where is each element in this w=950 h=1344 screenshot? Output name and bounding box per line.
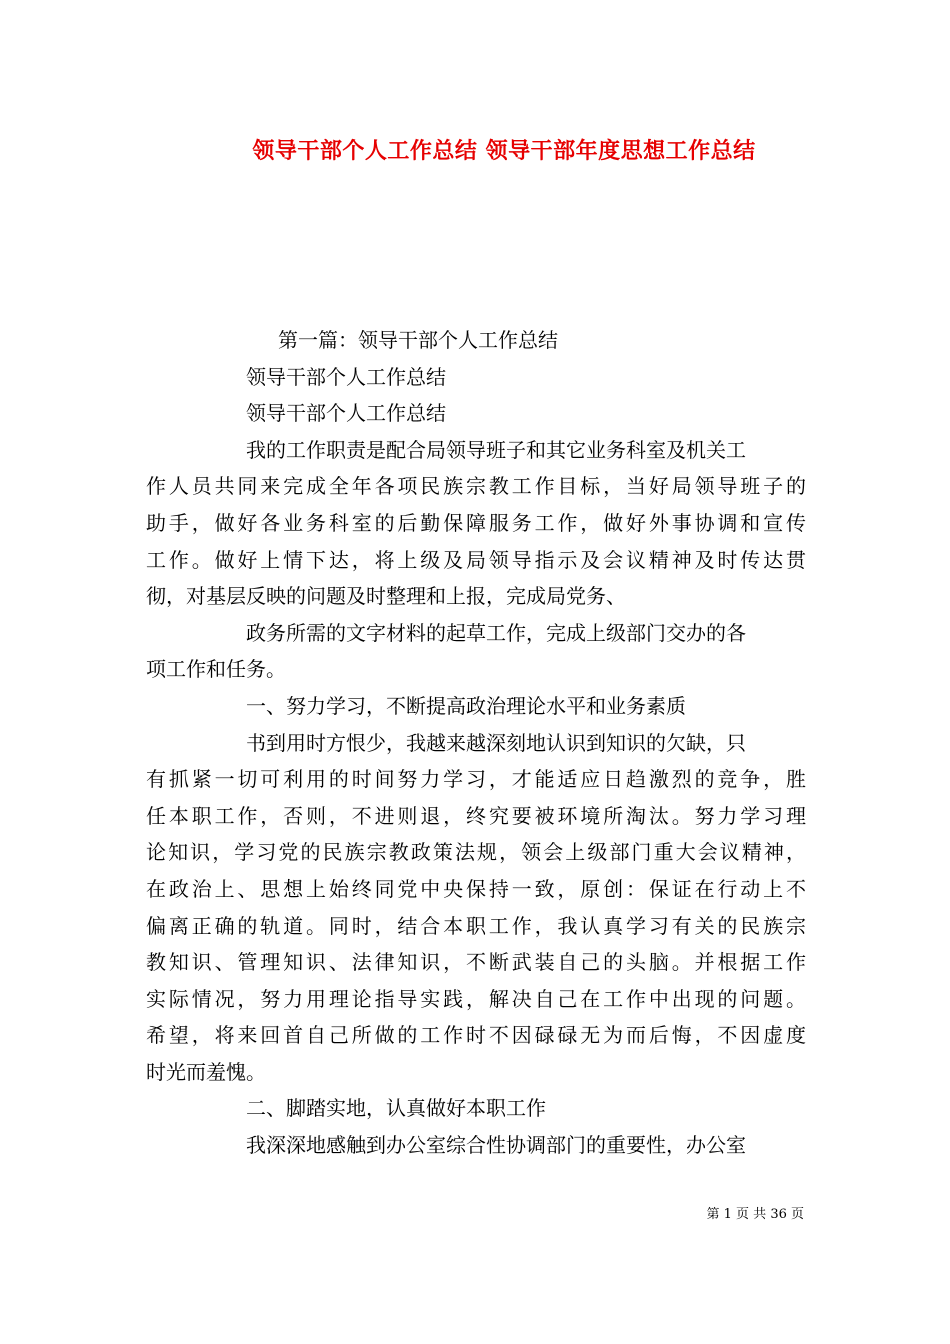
- body-line: 彻，对基层反映的问题及时整理和上报，完成局党务、: [146, 584, 626, 609]
- body-line: 二、脚踏实地，认真做好本职工作: [246, 1096, 546, 1121]
- body-line: 领导干部个人工作总结: [246, 364, 446, 389]
- body-line: 我的工作职责是配合局领导班子和其它业务科室及机关工: [246, 437, 746, 462]
- body-line: 任本职工作，否则，不进则退，终究要被环境所淘汰。努力学习理: [146, 803, 806, 828]
- body-line: 时光而羞愧。: [146, 1059, 266, 1084]
- body-line: 书到用时方恨少，我越来越深刻地认识到知识的欠缺，只: [246, 730, 746, 755]
- body-line: 一、努力学习，不断提高政治理论水平和业务素质: [246, 693, 686, 718]
- body-line: 偏离正确的轨道。同时，结合本职工作，我认真学习有关的民族宗: [146, 913, 806, 938]
- body-line: 政务所需的文字材料的起草工作，完成上级部门交办的各: [246, 620, 746, 645]
- body-line: 工作。做好上情下达，将上级及局领导指示及会议精神及时传达贯: [146, 547, 806, 572]
- body-line: 实际情况，努力用理论指导实践，解决自己在工作中出现的问题。: [146, 986, 806, 1011]
- body-line: 项工作和任务。: [146, 657, 286, 682]
- body-line: 论知识，学习党的民族宗教政策法规，领会上级部门重大会议精神，: [146, 840, 806, 865]
- body-line: 领导干部个人工作总结: [246, 401, 446, 426]
- body-line: 助手，做好各业务科室的后勤保障服务工作，做好外事协调和宣传: [146, 510, 806, 535]
- body-line: 我深深地感触到办公室综合性协调部门的重要性，办公室: [246, 1133, 746, 1158]
- body-line: 在政治上、思想上始终同党中央保持一致，原创：保证在行动上不: [146, 876, 806, 901]
- body-line: 希望，将来回首自己所做的工作时不因碌碌无为而后悔，不因虚度: [146, 1023, 806, 1048]
- page-footer: 第 1 页 共 36 页: [706, 1207, 804, 1222]
- body-line: 有抓紧一切可利用的时间努力学习，才能适应日趋激烈的竞争，胜: [146, 767, 806, 792]
- body-line: 作人员共同来完成全年各项民族宗教工作目标，当好局领导班子的: [146, 474, 806, 499]
- body-line: 第一篇：领导干部个人工作总结: [278, 328, 558, 352]
- document-title: 领导干部个人工作总结 领导干部年度思想工作总结: [252, 138, 756, 164]
- body-line: 教知识、管理知识、法律知识，不断武装自己的头脑。并根据工作: [146, 950, 806, 975]
- document-body: [146, 322, 806, 1164]
